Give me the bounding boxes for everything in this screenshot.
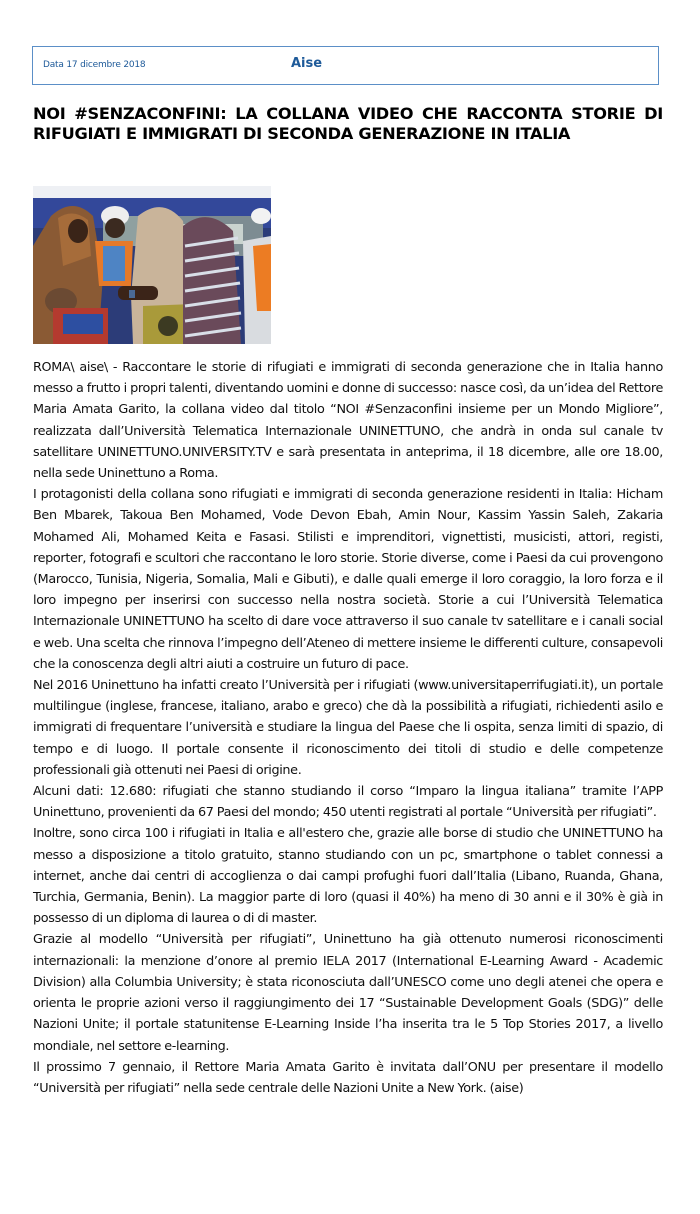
- source-name: Aise: [291, 56, 323, 71]
- article-paragraph: Alcuni dati: 12.680: rifugiati che stanno studiando il corso “Imparo la lingua italiana” tramite l’APP Uninettuno, provenienti da 67 Paesi del mondo; 450 utenti registrati al portale “Università per rifugiati”.: [33, 784, 663, 821]
- article-title: NOI #SENZACONFINI: LA COLLANA VIDEO CHE RACCONTA STORIE DI RIFUGIATI E IMMIGRATI DI SECONDA GENERAZIONE IN ITALIA: [33, 104, 663, 143]
- article-paragraph: I protagonisti della collana sono rifugiati e immigrati di seconda generazione residenti in Italia: Hicham Ben Mbarek, Takoua Ben Mohamed, Vode Devon Ebah, Amin Nour, Kassim Yassin Saleh, Zakaria Mohamed Ali, Mohamed Keita e Fasasi. Stilisti e imprenditori, vignettisti, musicisti, attori, registi, reporter, fotografi e scultori che raccontano le loro storie. Storie diverse, come i Paesi da cui provengono (Marocco, Tunisia, Nigeria, Somalia, Mali e Gibuti), e dalle quali emerge il loro coraggio, la loro forza e il loro impegno per inserirsi con successo nella nostra società. Storie a cui l’Università Telematica Internazionale UNINETTUNO ha scelto di dare voce attraverso il suo canale tv satellitare e i canali social e web. Una scelta che rinnova l’impegno dell’Ateneo di mettere insieme le differenti culture, consapevoli che la conoscenza degli altri aiuti a costruire un futuro di pace.: [33, 487, 663, 672]
- photo-refugees-icon: [33, 186, 271, 344]
- publication-date: Data 17 dicembre 2018: [43, 60, 146, 70]
- clipping-header: [32, 46, 659, 85]
- article-photo: [33, 186, 271, 344]
- article-body: [33, 357, 663, 1099]
- article-paragraph: Inoltre, sono circa 100 i rifugiati in Italia e all'estero che, grazie alle borse di studio che UNINETTUNO ha messo a disposizione a titolo gratuito, stanno studiando con un pc, smartphone o tablet connessi a internet, anche dai centri di accoglienza o dai campi profughi fuori dall’Italia (Libano, Ruanda, Ghana, Turchia, Germania, Benin). La maggior parte di loro (quasi il 40%) ha meno di 30 anni e il 30% è già in possesso di un diploma di laurea o di di master.: [33, 826, 663, 927]
- article-paragraph: Il prossimo 7 gennaio, il Rettore Maria Amata Garito è invitata dall’ONU per presentare il modello “Università per rifugiati” nella sede centrale delle Nazioni Unite a New York. (aise): [33, 1059, 663, 1096]
- article-paragraph: Grazie al modello “Università per rifugiati”, Uninettuno ha già ottenuto numerosi riconoscimenti internazionali: la menzione d’onore al premio IELA 2017 (International E-Learning Award - Academic Division) alla Columbia University; è stata riconosciuta dall’UNESCO come uno degli atenei che opera e orienta le proprie azioni verso il raggiungimento dei 17 “Sustainable Development Goals (SDG)” delle Nazioni Unite; il portale statunitense E-Learning Inside l’ha inserita tra le 5 Top Stories 2017, a livello mondiale, nel settore e-learning.: [33, 932, 663, 1054]
- article-paragraph: ROMA\ aise\ - Raccontare le storie di rifugiati e immigrati di seconda generazione che in Italia hanno messo a frutto i propri talenti, diventando uomini e donne di successo: nasce così, da un’idea del Rettore Maria Amata Garito, la collana video dal titolo “NOI #Senzaconfini insieme per un Mondo Migliore”, realizzata dall’Università Telematica Internazionale UNINETTUNO, che andrà in onda sul canale tv satellitare UNINETTUNO.UNIVERSITY.TV e sarà presentata in anteprima, il 18 dicembre, alle ore 18.00, nella sede Uninettuno a Roma.: [33, 360, 663, 482]
- article-paragraph: Nel 2016 Uninettuno ha infatti creato l’Università per i rifugiati (www.universitaperrifugiati.it), un portale multilingue (inglese, francese, italiano, arabo e greco) che dà la possibilità a rifugiati, richiedenti asilo e immigrati di frequentare l’università e studiare la lingua del Paese che li ospita, senza limiti di spazio, di tempo e di luogo. Il portale consente il riconoscimento dei titoli di studio e delle competenze professionali già ottenuti nei Paesi di origine.: [33, 678, 663, 778]
